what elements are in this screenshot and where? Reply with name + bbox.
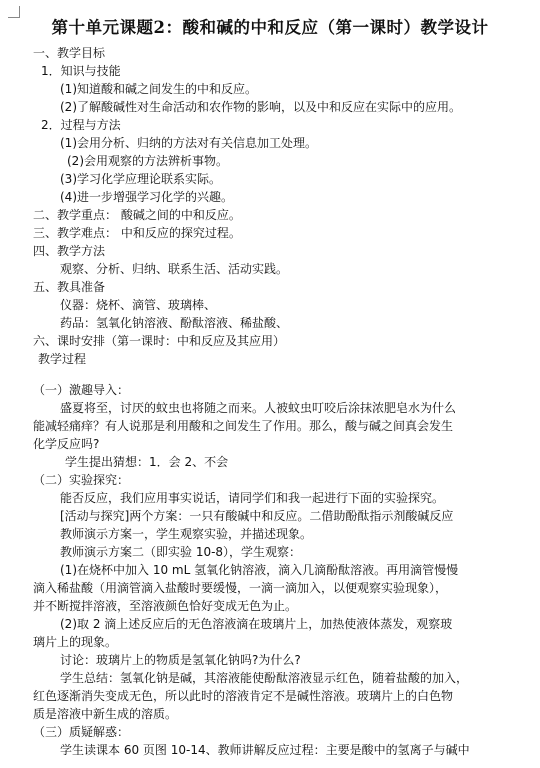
part1-line-1: 盛夏将至，讨厌的蚊虫也将随之而来。人被蚊虫叮咬后涂抹浓肥皂水为什么 — [60, 401, 457, 415]
part2-line-2: [活动与探究]两个方案：一只有酸碱中和反应。二借助酚酞指示剂酸碱反应 — [60, 509, 454, 523]
part2-line-4: 教师演示方案二（即实验 10-8），学生观察： — [60, 545, 302, 559]
materials-heading: 五、教具准备 — [33, 280, 106, 294]
schedule: 六、课时安排（第一课时：中和反应及其应用） — [33, 334, 286, 348]
section-objectives-heading: 一、教学目标 — [33, 46, 106, 60]
part2-line-9: 璃片上的现象。 — [33, 635, 118, 649]
process-method-heading: 2．过程与方法 — [41, 118, 121, 132]
materials-chemicals: 药品：氢氧化钠溶液、酚酞溶液、稀盐酸、 — [60, 316, 289, 330]
difficult-point: 三、教学难点： 中和反应的探究过程。 — [33, 226, 241, 240]
teaching-process-heading: 教学过程 — [38, 352, 87, 366]
part2-line-6: 滴入稀盐酸（用滴管滴入盐酸时要缓慢，一滴一滴加入，以便观察实验现象）， — [33, 581, 448, 595]
part3-heading: （三）质疑解惑： — [33, 725, 130, 739]
part2-line-13: 质是溶液中新生成的溶质。 — [33, 707, 178, 721]
part2-line-5: (1)在烧杯中加入 10 mL 氢氧化钠溶液，滴入几滴酚酞溶液。再用滴管慢慢 — [60, 563, 459, 577]
part2-line-1: 能否反应，我们应用事实说话，请同学们和我一起进行下面的实验探究。 — [60, 491, 445, 505]
part2-heading: （二）实验探究： — [33, 473, 130, 487]
materials-instruments: 仪器：烧杯、滴管、玻璃棒、 — [60, 298, 217, 312]
part2-line-3: 教师演示方案一，学生观察实验，并描述现象。 — [60, 527, 313, 541]
document-title: 第十单元课题2：酸和碱的中和反应（第一课时）教学设计 — [51, 18, 489, 37]
part1-line-3: 化学反应吗? — [33, 437, 100, 451]
part1-line-4: 学生提出猜想：1．会 2、不会 — [65, 455, 229, 469]
process-item-4: (4)进一步增强学习化学的兴趣。 — [60, 190, 233, 204]
knowledge-skills-heading: 1．知识与技能 — [41, 64, 121, 78]
teaching-method-content: 观察、分析、归纳、联系生活、活动实践。 — [60, 262, 289, 276]
teaching-method-heading: 四、教学方法 — [33, 244, 106, 258]
knowledge-item-2: (2)了解酸碱性对生命活动和农作物的影响，以及中和反应在实际中的应用。 — [60, 100, 462, 114]
part1-line-2: 能减轻痛痒？有人说那是利用酸和之间发生了作用。那么，酸与碱之间真会发生 — [33, 419, 454, 433]
process-item-1: (1)会用分析、归纳的方法对有关信息加工处理。 — [60, 136, 317, 150]
part2-line-11: 学生总结：氢氧化钠是碱，其溶液能使酚酞溶液显示红色，随着盐酸的加入， — [60, 671, 469, 685]
process-item-3: (3)学习化学应理论联系实际。 — [60, 172, 221, 186]
part3-line-1: 学生读课本 60 页图 10-14、教师讲解反应过程：主要是酸中的氢离子与碱中 — [60, 743, 470, 757]
part2-line-10: 讨论：玻璃片上的物质是氢氧化钠吗?为什么? — [60, 653, 301, 667]
part2-line-12: 红色逐渐消失变成无色，所以此时的溶液肯定不是碱性溶液。玻璃片上的白色物 — [33, 689, 454, 703]
part1-heading: （一）激趣导入： — [33, 383, 130, 397]
part2-line-7: 并不断搅拌溶液，至溶液颜色恰好变成无色为止。 — [33, 599, 298, 613]
process-item-2: (2)会用观察的方法辨析事物。 — [67, 154, 228, 168]
key-point: 二、教学重点： 酸碱之间的中和反应。 — [33, 208, 241, 222]
part2-line-8: (2)取 2 滴上述反应后的无色溶液滴在玻璃片上，加热使液体蒸发，观察玻 — [60, 617, 453, 631]
knowledge-item-1: (1)知道酸和碱之间发生的中和反应。 — [60, 82, 257, 96]
